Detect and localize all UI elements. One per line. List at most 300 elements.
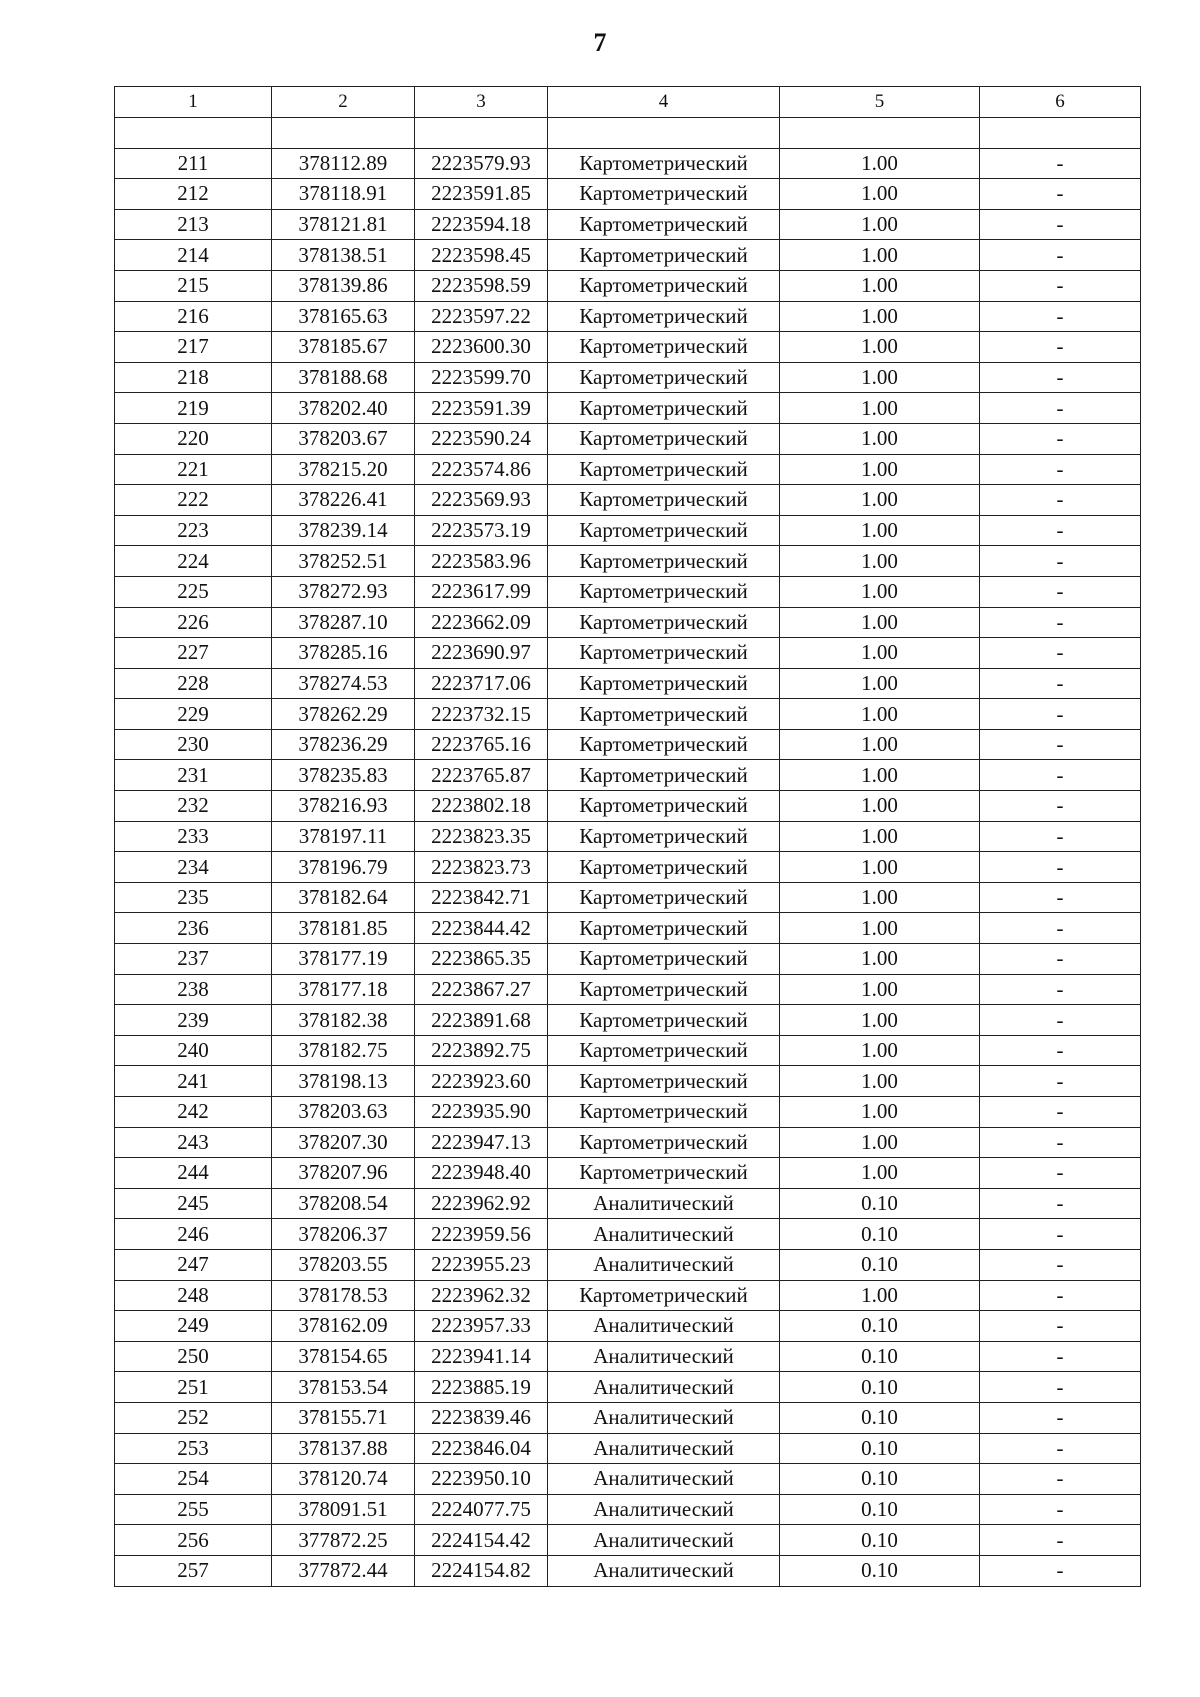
accuracy-cell: 1.00 — [780, 913, 980, 944]
accuracy-cell: 0.10 — [780, 1249, 980, 1280]
x-coordinate-cell: 378138.51 — [272, 240, 415, 271]
point-number-cell: 243 — [115, 1127, 272, 1158]
accuracy-cell: 1.00 — [780, 1035, 980, 1066]
point-number-cell: 213 — [115, 209, 272, 240]
point-number-cell: 219 — [115, 393, 272, 424]
method-cell: Картометрический — [548, 515, 780, 546]
point-number-cell: 225 — [115, 576, 272, 607]
note-cell: - — [980, 1066, 1141, 1097]
table-row — [115, 638, 1141, 669]
method-cell: Аналитический — [548, 1219, 780, 1250]
point-number-cell: 255 — [115, 1494, 272, 1525]
x-coordinate-cell: 378185.67 — [272, 332, 415, 363]
table-row — [115, 1280, 1141, 1311]
point-number-cell: 223 — [115, 515, 272, 546]
table-row — [115, 1433, 1141, 1464]
point-number-cell: 257 — [115, 1555, 272, 1586]
table-row — [115, 546, 1141, 577]
point-number-cell: 228 — [115, 668, 272, 699]
y-coordinate-cell: 2223962.92 — [415, 1188, 548, 1219]
x-coordinate-cell: 378120.74 — [272, 1464, 415, 1495]
table-row — [115, 974, 1141, 1005]
y-coordinate-cell: 2224154.82 — [415, 1555, 548, 1586]
x-coordinate-cell: 378236.29 — [272, 729, 415, 760]
method-cell: Картометрический — [548, 1097, 780, 1128]
note-cell: - — [980, 1219, 1141, 1250]
x-coordinate-cell: 378155.71 — [272, 1402, 415, 1433]
table-row — [115, 607, 1141, 638]
empty-row — [115, 117, 1141, 148]
accuracy-cell: 0.10 — [780, 1494, 980, 1525]
accuracy-cell: 1.00 — [780, 423, 980, 454]
point-number-cell: 229 — [115, 699, 272, 730]
note-cell: - — [980, 1005, 1141, 1036]
y-coordinate-cell: 2223957.33 — [415, 1311, 548, 1342]
method-cell: Аналитический — [548, 1249, 780, 1280]
table-row — [115, 1311, 1141, 1342]
accuracy-cell: 0.10 — [780, 1433, 980, 1464]
note-cell: - — [980, 1372, 1141, 1403]
y-coordinate-cell: 2223959.56 — [415, 1219, 548, 1250]
accuracy-cell: 0.10 — [780, 1311, 980, 1342]
note-cell: - — [980, 638, 1141, 669]
table-row — [115, 1219, 1141, 1250]
note-cell: - — [980, 974, 1141, 1005]
column-header: 1 — [115, 87, 272, 118]
note-cell: - — [980, 699, 1141, 730]
table-row — [115, 760, 1141, 791]
accuracy-cell: 1.00 — [780, 1280, 980, 1311]
method-cell: Аналитический — [548, 1372, 780, 1403]
accuracy-cell: 1.00 — [780, 454, 980, 485]
note-cell: - — [980, 1158, 1141, 1189]
point-number-cell: 218 — [115, 362, 272, 393]
y-coordinate-cell: 2223690.97 — [415, 638, 548, 669]
note-cell: - — [980, 1097, 1141, 1128]
y-coordinate-cell: 2223891.68 — [415, 1005, 548, 1036]
point-number-cell: 215 — [115, 270, 272, 301]
x-coordinate-cell: 377872.25 — [272, 1525, 415, 1556]
column-header: 2 — [272, 87, 415, 118]
table-row — [115, 209, 1141, 240]
note-cell: - — [980, 546, 1141, 577]
y-coordinate-cell: 2223842.71 — [415, 882, 548, 913]
table-row — [115, 944, 1141, 975]
point-number-cell: 256 — [115, 1525, 272, 1556]
point-number-cell: 222 — [115, 485, 272, 516]
method-cell: Аналитический — [548, 1341, 780, 1372]
accuracy-cell: 1.00 — [780, 1127, 980, 1158]
column-header: 5 — [780, 87, 980, 118]
accuracy-cell: 1.00 — [780, 607, 980, 638]
note-cell: - — [980, 1035, 1141, 1066]
method-cell: Картометрический — [548, 821, 780, 852]
note-cell: - — [980, 332, 1141, 363]
method-cell: Картометрический — [548, 638, 780, 669]
x-coordinate-cell: 378208.54 — [272, 1188, 415, 1219]
method-cell: Картометрический — [548, 791, 780, 822]
method-cell: Картометрический — [548, 1066, 780, 1097]
point-number-cell: 217 — [115, 332, 272, 363]
x-coordinate-cell: 378137.88 — [272, 1433, 415, 1464]
y-coordinate-cell: 2223579.93 — [415, 148, 548, 179]
x-coordinate-cell: 378287.10 — [272, 607, 415, 638]
accuracy-cell: 1.00 — [780, 1097, 980, 1128]
note-cell: - — [980, 485, 1141, 516]
note-cell: - — [980, 668, 1141, 699]
x-coordinate-cell: 378121.81 — [272, 209, 415, 240]
method-cell: Картометрический — [548, 913, 780, 944]
method-cell: Картометрический — [548, 1280, 780, 1311]
y-coordinate-cell: 2223839.46 — [415, 1402, 548, 1433]
table-row — [115, 240, 1141, 271]
method-cell: Картометрический — [548, 882, 780, 913]
x-coordinate-cell: 378262.29 — [272, 699, 415, 730]
point-number-cell: 251 — [115, 1372, 272, 1403]
x-coordinate-cell: 377872.44 — [272, 1555, 415, 1586]
point-number-cell: 233 — [115, 821, 272, 852]
point-number-cell: 220 — [115, 423, 272, 454]
point-number-cell: 253 — [115, 1433, 272, 1464]
accuracy-cell: 0.10 — [780, 1188, 980, 1219]
accuracy-cell: 1.00 — [780, 485, 980, 516]
note-cell: - — [980, 1464, 1141, 1495]
method-cell: Картометрический — [548, 546, 780, 577]
accuracy-cell: 1.00 — [780, 576, 980, 607]
y-coordinate-cell: 2223732.15 — [415, 699, 548, 730]
point-number-cell: 252 — [115, 1402, 272, 1433]
note-cell: - — [980, 454, 1141, 485]
x-coordinate-cell: 378206.37 — [272, 1219, 415, 1250]
note-cell: - — [980, 1341, 1141, 1372]
coordinates-table — [114, 86, 1141, 1587]
note-cell: - — [980, 1127, 1141, 1158]
table-row — [115, 1005, 1141, 1036]
accuracy-cell: 1.00 — [780, 699, 980, 730]
empty-cell — [548, 117, 780, 148]
table-row — [115, 1097, 1141, 1128]
note-cell: - — [980, 1249, 1141, 1280]
y-coordinate-cell: 2223865.35 — [415, 944, 548, 975]
table-row — [115, 1188, 1141, 1219]
table-row — [115, 362, 1141, 393]
y-coordinate-cell: 2223573.19 — [415, 515, 548, 546]
table-row — [115, 821, 1141, 852]
point-number-cell: 211 — [115, 148, 272, 179]
note-cell: - — [980, 393, 1141, 424]
table-row — [115, 393, 1141, 424]
table-row — [115, 1494, 1141, 1525]
accuracy-cell: 1.00 — [780, 882, 980, 913]
table-row — [115, 485, 1141, 516]
accuracy-cell: 1.00 — [780, 1066, 980, 1097]
y-coordinate-cell: 2223598.45 — [415, 240, 548, 271]
accuracy-cell: 1.00 — [780, 729, 980, 760]
y-coordinate-cell: 2223892.75 — [415, 1035, 548, 1066]
x-coordinate-cell: 378181.85 — [272, 913, 415, 944]
table-row — [115, 699, 1141, 730]
x-coordinate-cell: 378203.55 — [272, 1249, 415, 1280]
point-number-cell: 216 — [115, 301, 272, 332]
note-cell: - — [980, 913, 1141, 944]
point-number-cell: 240 — [115, 1035, 272, 1066]
point-number-cell: 234 — [115, 852, 272, 883]
table-row — [115, 270, 1141, 301]
y-coordinate-cell: 2223844.42 — [415, 913, 548, 944]
method-cell: Картометрический — [548, 454, 780, 485]
table-row — [115, 423, 1141, 454]
table-row — [115, 1525, 1141, 1556]
point-number-cell: 237 — [115, 944, 272, 975]
x-coordinate-cell: 378215.20 — [272, 454, 415, 485]
note-cell: - — [980, 1555, 1141, 1586]
note-cell: - — [980, 607, 1141, 638]
table-row — [115, 1249, 1141, 1280]
y-coordinate-cell: 2223591.39 — [415, 393, 548, 424]
point-number-cell: 241 — [115, 1066, 272, 1097]
method-cell: Картометрический — [548, 362, 780, 393]
x-coordinate-cell: 378285.16 — [272, 638, 415, 669]
note-cell: - — [980, 1311, 1141, 1342]
point-number-cell: 214 — [115, 240, 272, 271]
method-cell: Картометрический — [548, 240, 780, 271]
note-cell: - — [980, 209, 1141, 240]
table-row — [115, 1035, 1141, 1066]
method-cell: Аналитический — [548, 1188, 780, 1219]
method-cell: Аналитический — [548, 1555, 780, 1586]
y-coordinate-cell: 2223823.73 — [415, 852, 548, 883]
x-coordinate-cell: 378182.75 — [272, 1035, 415, 1066]
column-header: 4 — [548, 87, 780, 118]
note-cell: - — [980, 821, 1141, 852]
y-coordinate-cell: 2223765.16 — [415, 729, 548, 760]
x-coordinate-cell: 378154.65 — [272, 1341, 415, 1372]
table-row — [115, 515, 1141, 546]
y-coordinate-cell: 2223885.19 — [415, 1372, 548, 1403]
x-coordinate-cell: 378118.91 — [272, 179, 415, 210]
accuracy-cell: 0.10 — [780, 1525, 980, 1556]
note-cell: - — [980, 270, 1141, 301]
point-number-cell: 238 — [115, 974, 272, 1005]
method-cell: Картометрический — [548, 729, 780, 760]
method-cell: Аналитический — [548, 1525, 780, 1556]
note-cell: - — [980, 301, 1141, 332]
note-cell: - — [980, 1494, 1141, 1525]
y-coordinate-cell: 2223948.40 — [415, 1158, 548, 1189]
y-coordinate-cell: 2223923.60 — [415, 1066, 548, 1097]
method-cell: Картометрический — [548, 699, 780, 730]
table-row — [115, 576, 1141, 607]
empty-cell — [115, 117, 272, 148]
accuracy-cell: 0.10 — [780, 1372, 980, 1403]
point-number-cell: 227 — [115, 638, 272, 669]
y-coordinate-cell: 2223574.86 — [415, 454, 548, 485]
method-cell: Картометрический — [548, 1035, 780, 1066]
y-coordinate-cell: 2223617.99 — [415, 576, 548, 607]
note-cell: - — [980, 240, 1141, 271]
note-cell: - — [980, 576, 1141, 607]
point-number-cell: 247 — [115, 1249, 272, 1280]
point-number-cell: 244 — [115, 1158, 272, 1189]
y-coordinate-cell: 2223950.10 — [415, 1464, 548, 1495]
y-coordinate-cell: 2223823.35 — [415, 821, 548, 852]
method-cell: Картометрический — [548, 179, 780, 210]
table-header-row — [115, 87, 1141, 118]
note-cell: - — [980, 791, 1141, 822]
point-number-cell: 242 — [115, 1097, 272, 1128]
x-coordinate-cell: 378177.19 — [272, 944, 415, 975]
y-coordinate-cell: 2223955.23 — [415, 1249, 548, 1280]
x-coordinate-cell: 378203.63 — [272, 1097, 415, 1128]
table-body — [115, 87, 1141, 1587]
note-cell: - — [980, 1402, 1141, 1433]
table-row — [115, 332, 1141, 363]
empty-cell — [780, 117, 980, 148]
note-cell: - — [980, 1188, 1141, 1219]
point-number-cell: 248 — [115, 1280, 272, 1311]
note-cell: - — [980, 944, 1141, 975]
accuracy-cell: 1.00 — [780, 638, 980, 669]
x-coordinate-cell: 378196.79 — [272, 852, 415, 883]
note-cell: - — [980, 882, 1141, 913]
x-coordinate-cell: 378198.13 — [272, 1066, 415, 1097]
point-number-cell: 239 — [115, 1005, 272, 1036]
point-number-cell: 254 — [115, 1464, 272, 1495]
point-number-cell: 231 — [115, 760, 272, 791]
y-coordinate-cell: 2223941.14 — [415, 1341, 548, 1372]
accuracy-cell: 1.00 — [780, 515, 980, 546]
point-number-cell: 226 — [115, 607, 272, 638]
y-coordinate-cell: 2223600.30 — [415, 332, 548, 363]
y-coordinate-cell: 2223598.59 — [415, 270, 548, 301]
accuracy-cell: 1.00 — [780, 240, 980, 271]
y-coordinate-cell: 2223662.09 — [415, 607, 548, 638]
method-cell: Картометрический — [548, 148, 780, 179]
accuracy-cell: 1.00 — [780, 760, 980, 791]
x-coordinate-cell: 378139.86 — [272, 270, 415, 301]
point-number-cell: 221 — [115, 454, 272, 485]
note-cell: - — [980, 1280, 1141, 1311]
table-row — [115, 179, 1141, 210]
x-coordinate-cell: 378182.38 — [272, 1005, 415, 1036]
accuracy-cell: 1.00 — [780, 791, 980, 822]
x-coordinate-cell: 378216.93 — [272, 791, 415, 822]
point-number-cell: 236 — [115, 913, 272, 944]
empty-cell — [272, 117, 415, 148]
note-cell: - — [980, 1525, 1141, 1556]
column-header: 3 — [415, 87, 548, 118]
table-row — [115, 301, 1141, 332]
accuracy-cell: 1.00 — [780, 852, 980, 883]
method-cell: Картометрический — [548, 944, 780, 975]
method-cell: Картометрический — [548, 423, 780, 454]
method-cell: Картометрический — [548, 332, 780, 363]
accuracy-cell: 1.00 — [780, 974, 980, 1005]
method-cell: Картометрический — [548, 485, 780, 516]
y-coordinate-cell: 2223962.32 — [415, 1280, 548, 1311]
method-cell: Картометрический — [548, 974, 780, 1005]
note-cell: - — [980, 729, 1141, 760]
method-cell: Аналитический — [548, 1311, 780, 1342]
x-coordinate-cell: 378202.40 — [272, 393, 415, 424]
note-cell: - — [980, 148, 1141, 179]
x-coordinate-cell: 378177.18 — [272, 974, 415, 1005]
table-row — [115, 882, 1141, 913]
method-cell: Картометрический — [548, 1005, 780, 1036]
note-cell: - — [980, 179, 1141, 210]
table-row — [115, 1066, 1141, 1097]
table-row — [115, 148, 1141, 179]
y-coordinate-cell: 2224077.75 — [415, 1494, 548, 1525]
accuracy-cell: 0.10 — [780, 1219, 980, 1250]
note-cell: - — [980, 362, 1141, 393]
table-row — [115, 729, 1141, 760]
table-row — [115, 1372, 1141, 1403]
x-coordinate-cell: 378203.67 — [272, 423, 415, 454]
method-cell: Картометрический — [548, 301, 780, 332]
table-row — [115, 791, 1141, 822]
accuracy-cell: 1.00 — [780, 821, 980, 852]
method-cell: Картометрический — [548, 576, 780, 607]
column-header: 6 — [980, 87, 1141, 118]
y-coordinate-cell: 2223569.93 — [415, 485, 548, 516]
y-coordinate-cell: 2223590.24 — [415, 423, 548, 454]
empty-cell — [980, 117, 1141, 148]
accuracy-cell: 1.00 — [780, 209, 980, 240]
y-coordinate-cell: 2223599.70 — [415, 362, 548, 393]
y-coordinate-cell: 2223594.18 — [415, 209, 548, 240]
x-coordinate-cell: 378235.83 — [272, 760, 415, 791]
accuracy-cell: 1.00 — [780, 1158, 980, 1189]
point-number-cell: 250 — [115, 1341, 272, 1372]
accuracy-cell: 1.00 — [780, 270, 980, 301]
table-row — [115, 1555, 1141, 1586]
x-coordinate-cell: 378165.63 — [272, 301, 415, 332]
table-row — [115, 852, 1141, 883]
note-cell: - — [980, 515, 1141, 546]
accuracy-cell: 0.10 — [780, 1555, 980, 1586]
y-coordinate-cell: 2223597.22 — [415, 301, 548, 332]
note-cell: - — [980, 760, 1141, 791]
table-row — [115, 1158, 1141, 1189]
accuracy-cell: 1.00 — [780, 332, 980, 363]
y-coordinate-cell: 2223765.87 — [415, 760, 548, 791]
method-cell: Аналитический — [548, 1402, 780, 1433]
x-coordinate-cell: 378112.89 — [272, 148, 415, 179]
accuracy-cell: 1.00 — [780, 546, 980, 577]
y-coordinate-cell: 2224154.42 — [415, 1525, 548, 1556]
x-coordinate-cell: 378188.68 — [272, 362, 415, 393]
method-cell: Картометрический — [548, 1158, 780, 1189]
table-row — [115, 1402, 1141, 1433]
accuracy-cell: 1.00 — [780, 301, 980, 332]
y-coordinate-cell: 2223867.27 — [415, 974, 548, 1005]
method-cell: Картометрический — [548, 668, 780, 699]
accuracy-cell: 1.00 — [780, 393, 980, 424]
x-coordinate-cell: 378272.93 — [272, 576, 415, 607]
accuracy-cell: 1.00 — [780, 362, 980, 393]
accuracy-cell: 1.00 — [780, 179, 980, 210]
x-coordinate-cell: 378153.54 — [272, 1372, 415, 1403]
method-cell: Картометрический — [548, 209, 780, 240]
empty-cell — [415, 117, 548, 148]
table-row — [115, 668, 1141, 699]
table-row — [115, 1127, 1141, 1158]
x-coordinate-cell: 378252.51 — [272, 546, 415, 577]
x-coordinate-cell: 378274.53 — [272, 668, 415, 699]
note-cell: - — [980, 423, 1141, 454]
method-cell: Аналитический — [548, 1433, 780, 1464]
